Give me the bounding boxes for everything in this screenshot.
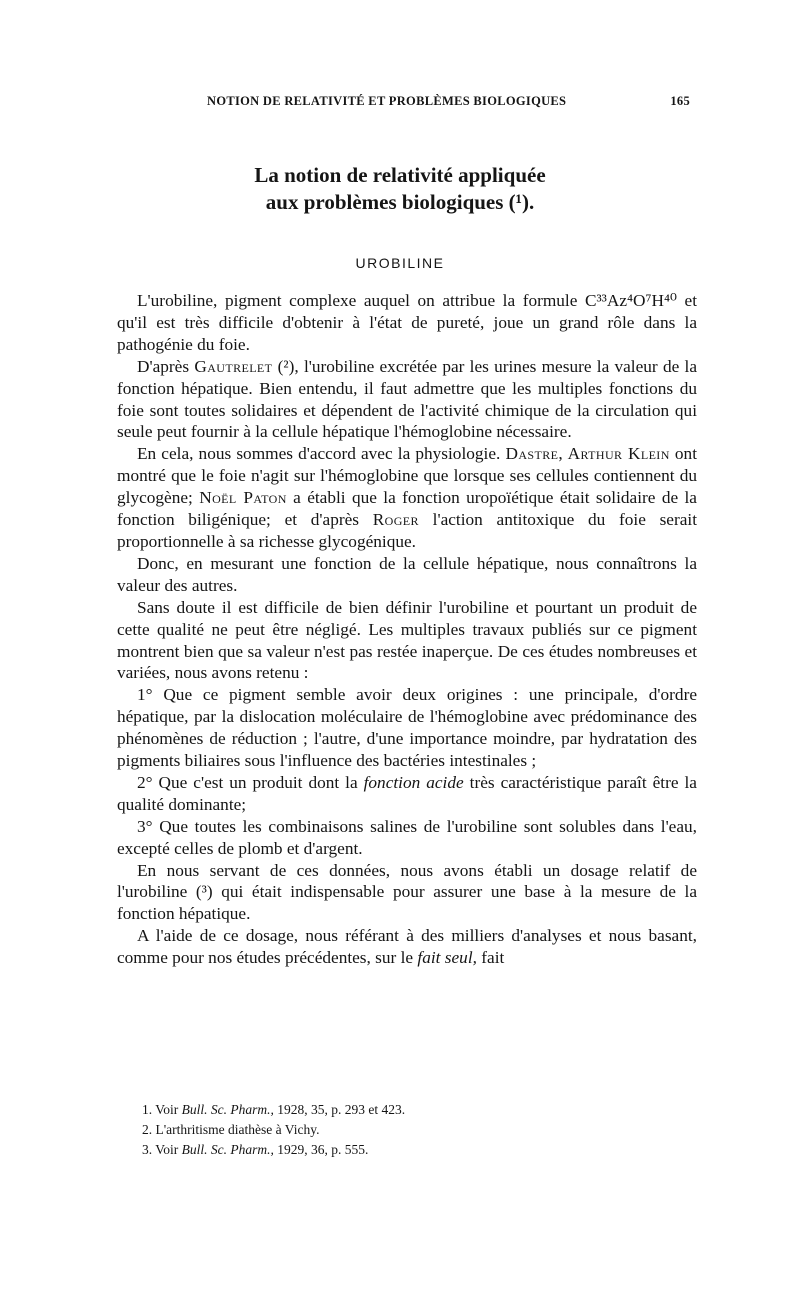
paragraph-2-text-b: (²), l'urobiline excrétée par les urines mesure la valeur de la fonction hépatique. Bien entendu, il faut admettre que les multiples fonctions du foie sont toutes solidaires et dépendent de l'activité chimique de la circulation qui seule peut fournir à la cellule hépatique l'hémoglobine nécessaire. [117, 356, 697, 442]
section-heading: UROBILINE [355, 255, 445, 271]
running-title: NOTION DE RELATIVITÉ ET PROBLÈMES BIOLOGIQUES [207, 94, 567, 108]
paragraph-4: Donc, en mesurant une fonction de la cellule hépatique, nous connaîtrons la valeur des autres. [117, 553, 697, 595]
footnote-1-text-a: 1. Voir [142, 1102, 179, 1117]
paragraph-9: En nous servant de ces données, nous avons établi un dosage relatif de l'urobiline (³) qui était indispensable pour assurer une base à la mesure de la fonction hépatique. [117, 860, 697, 924]
footnote-1-journal: Bull. Sc. Pharm., [181, 1102, 274, 1117]
author-paton: Noël Paton [199, 488, 287, 508]
author-roger: Roger [372, 510, 419, 530]
paragraph-1: L'urobiline, pigment complexe auquel on attribue la formule C³³Az⁴O⁷H⁴⁰ et qu'il est très difficile d'obtenir à l'état de pureté, joue un grand rôle dans la pathogénie du foie. [117, 291, 697, 354]
paragraph-3-text-c: a établi que la fonction uropoïétique était solidaire de la fonction biligénique; et d'après [117, 488, 697, 530]
paragraph-7-text-a: 2° Que c'est un produit dont la [137, 772, 358, 792]
footnote-1 [142, 1100, 682, 1120]
footnote-3-text-a: 3. Voir [142, 1142, 179, 1157]
paragraph-10-text-b: fait [481, 948, 505, 968]
paragraph-8: 3° Que toutes les combinaisons salines de l'urobiline sont solubles dans l'eau, excepté celles de plomb et d'argent. [117, 816, 697, 858]
footnote-3-journal: Bull. Sc. Pharm., [181, 1142, 274, 1157]
footnote-3-text-b: 1929, 36, p. 555. [277, 1142, 369, 1157]
footnote-2: 2. L'arthritisme diathèse à Vichy. [142, 1122, 320, 1137]
paragraph-6: 1° Que ce pigment semble avoir deux origines : une principale, d'ordre hépatique, par la dislocation moléculaire de l'hémoglobine avec prédominance des phénomènes de réduction ; l'autre, d'une importance moindre, par hydratation des pigments biliaires sous l'influence des bactéries intestinales ; [117, 685, 697, 771]
article-title-line-2-text: aux problèmes biologiques [265, 190, 504, 214]
author-dastre-klein: Dastre, Arthur Klein [505, 444, 670, 464]
footnote-3 [142, 1140, 682, 1160]
footnote-1-text-b: 1928, 35, p. 293 et 423. [277, 1102, 406, 1117]
paragraph-3-text-b: ont montré que le foie n'agit sur l'hémoglobine que lorsque ses cellules contiennent du glycogène; [117, 444, 697, 508]
page-number: 165 [670, 94, 690, 108]
paragraph-2-text-a: D'après [137, 356, 190, 376]
paragraph-10-italic: fait seul, [417, 948, 477, 968]
article-title [0, 162, 800, 216]
paragraph-3-text-a: En cela, nous sommes d'accord avec la physiologie. [137, 444, 501, 464]
paragraph-10 [117, 925, 697, 969]
article-title-line-2 [0, 189, 800, 216]
paragraph-3-text-d: l'action antitoxique du foie serait proportionnelle à sa richesse glycogénique. [117, 510, 698, 551]
article-body [117, 290, 697, 969]
paragraph-5: Sans doute il est difficile de bien définir l'urobiline et pourtant un produit de cette qualité ne peut être négligé. Les multiples travaux publiés sur ce pigment montrent bien que sa valeur n'est pas restée inaperçue. De ces études nombreuses et variées, nous avons retenu : [117, 597, 697, 683]
paragraph-10-text-a: A l'aide de ce dosage, nous référant à des milliers d'analyses et nous basant, comme pour nos études précédentes, sur le [117, 926, 697, 968]
paragraph-2 [117, 356, 697, 444]
article-title-line-1: La notion de relativité appliquée [254, 163, 546, 187]
footnotes [142, 1100, 682, 1160]
paragraph-3 [117, 443, 697, 553]
author-gautrelet: Gautrelet [194, 356, 273, 376]
paragraph-7 [117, 772, 697, 816]
paragraph-7-text-b: très caractéristique paraît être la qualité dominante; [117, 772, 697, 814]
paragraph-7-italic: fonction acide [363, 772, 464, 792]
footnote-ref-1: (¹). [508, 190, 535, 214]
